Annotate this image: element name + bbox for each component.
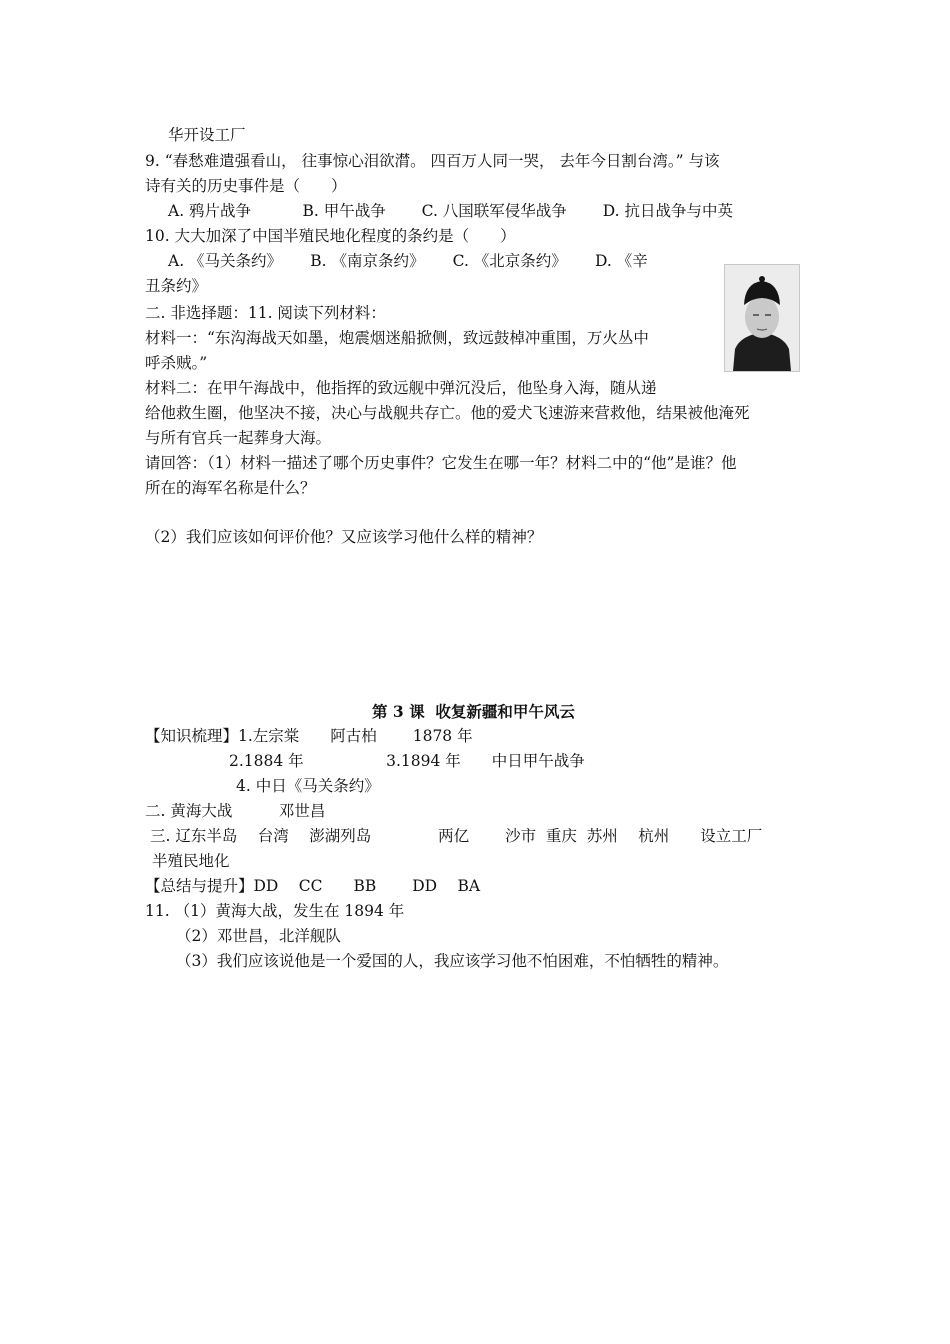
answer-knowledge-1: 【知识梳理】1.左宗棠 阿古柏 1878 年 <box>145 727 473 745</box>
answer-knowledge-2: 2.1884 年 3.1894 年 中日甲午战争 <box>229 752 585 770</box>
answer-knowledge-4: 4. 中日《马关条约》 <box>236 777 380 795</box>
answer-11-part-1: 11. （1）黄海大战，发生在 1894 年 <box>145 902 405 920</box>
material-2-text: 材料二：在甲午海战中，他指挥的致远舰中弹沉没后，他坠身入海，随从递 <box>145 379 657 397</box>
question-8-continuation: 华开设工厂 <box>168 126 246 144</box>
answer-part-2: 二. 黄海大战 邓世昌 <box>145 802 326 820</box>
answer-summary: 【总结与提升】DD CC BB DD BA <box>145 877 481 895</box>
question-10-options-cont: 丑条约》 <box>145 277 208 295</box>
question-9-options: A. 鸦片战争 B. 甲午战争 C. 八国联军侵华战争 D. 抗日战争与中英 <box>168 202 733 220</box>
material-2-text-cont: 给他救生圈，他坚决不接，决心与战舰共存亡。他的爱犬飞速游来营救他，结果被他淹死 <box>145 404 750 422</box>
question-11-part-2: （2）我们应该如何评价他？又应该学习他什么样的精神？ <box>145 528 543 546</box>
material-1-text-cont: 呼杀贼。” <box>145 354 208 372</box>
answer-section-title: 第 3 课 收复新疆和甲午风云 <box>372 702 575 721</box>
material-2-text-end: 与所有官兵一起葬身大海。 <box>145 429 332 447</box>
portrait-image <box>725 265 799 371</box>
question-11-part-1-cont: 所在的海军名称是什么？ <box>145 479 316 497</box>
question-11-part-1: 请回答：（1）材料一描述了哪个历史事件？它发生在哪一年？材料二中的“他”是谁？他 <box>145 454 737 472</box>
answer-part-3: 三. 辽东半岛 台湾 澎湖列岛 两亿 沙市 重庆 苏州 杭州 设立工厂 <box>150 827 763 845</box>
question-10-text: 10. 大大加深了中国半殖民地化程度的条约是（ ） <box>145 227 516 245</box>
deng-shichang-portrait <box>724 264 800 372</box>
material-1-text: 材料一：“东沟海战天如墨，炮震烟迷船掀侧，致远鼓棹冲重围，万火丛中 <box>145 329 649 347</box>
answer-11-part-2: （2）邓世昌，北洋舰队 <box>176 927 341 945</box>
question-11-heading: 二. 非选择题：11. 阅读下列材料： <box>145 304 386 322</box>
answer-part-3-cont: 半殖民地化 <box>152 852 230 870</box>
answer-11-part-3: （3）我们应该说他是一个爱国的人，我应该学习他不怕困难，不怕牺牲的精神。 <box>176 952 729 970</box>
question-9-text: 9. “春愁难遣强看山， 往事惊心泪欲潸。 四百万人同一哭， 去年今日割台湾。” 与该 <box>145 152 720 170</box>
question-9-text-cont: 诗有关的历史事件是（ ） <box>145 177 347 195</box>
question-10-options: A. 《马关条约》 B. 《南京条约》 C. 《北京条约》 D. 《辛 <box>168 252 648 270</box>
